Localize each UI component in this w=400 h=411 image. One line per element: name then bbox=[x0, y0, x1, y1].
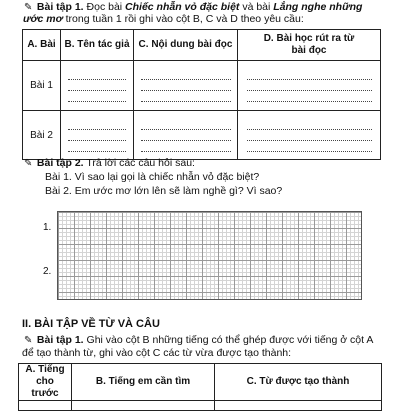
dotted-line bbox=[68, 69, 126, 80]
pencil-icon: ✎ bbox=[24, 335, 33, 346]
ex2-text: Trả lời các câu hỏi sau: bbox=[83, 157, 195, 169]
dotted-line bbox=[247, 80, 372, 91]
ex3-label: Bài tập 1. bbox=[36, 334, 84, 346]
section-title: II. BÀI TẬP VỀ TỪ VÀ CÂU bbox=[22, 318, 160, 330]
ex1-row2-c[interactable] bbox=[134, 111, 238, 160]
ex3-cell-c[interactable] bbox=[215, 401, 382, 411]
ex3-header-a bbox=[19, 364, 72, 401]
ex1-text-c: trong tuần 1 rồi ghi vào cột B, C và D theo yêu cầu: bbox=[62, 13, 304, 25]
ex3-header-a-text: A. Tiếng cho trước bbox=[25, 364, 65, 399]
answer-line-number-2: 2. bbox=[43, 266, 52, 277]
ex3-cell-a[interactable] bbox=[19, 401, 72, 411]
dotted-line bbox=[68, 119, 126, 130]
ex1-instruction-line2 bbox=[23, 13, 304, 25]
dotted-line bbox=[141, 141, 231, 152]
ex2-label: Bài tập 2. bbox=[36, 157, 84, 169]
ex1-header-d-text: D. Bài học rút ra từ bài đọc bbox=[263, 33, 355, 56]
dotted-line bbox=[141, 130, 231, 141]
ex1-row2-label: Bài 2 bbox=[23, 111, 61, 160]
ex3-cell-b[interactable] bbox=[72, 401, 215, 411]
dotted-line bbox=[68, 130, 126, 141]
dotted-line bbox=[141, 69, 231, 80]
ex1-header-d bbox=[238, 30, 381, 61]
ex1-text-b: và bài bbox=[239, 1, 274, 13]
ex1-row1-d[interactable] bbox=[238, 61, 381, 111]
ex1-header-b: B. Tên tác giả bbox=[61, 30, 134, 61]
pencil-icon: ✎ bbox=[24, 158, 33, 169]
answer-line-number-1: 1. bbox=[43, 222, 52, 233]
ex3-table bbox=[18, 363, 382, 411]
ex1-row2-d[interactable] bbox=[238, 111, 381, 160]
ex3-text1: Ghi vào cột B những tiếng có thể ghép được với tiếng ở cột A bbox=[83, 334, 374, 346]
ex3-header-b: B. Tiếng em cần tìm bbox=[72, 364, 215, 401]
ex1-label: Bài tập 1. bbox=[36, 1, 84, 13]
dotted-line bbox=[247, 91, 372, 102]
ex1-story1: Chiếc nhẫn vỏ đặc biệt bbox=[125, 1, 240, 13]
dotted-line bbox=[141, 119, 231, 130]
ex1-header-a: A. Bài bbox=[23, 30, 61, 61]
ex1-header-c: C. Nội dung bài đọc bbox=[134, 30, 238, 61]
dotted-line bbox=[247, 130, 372, 141]
table-row bbox=[23, 61, 381, 111]
table-row bbox=[19, 401, 382, 411]
ex3-instruction-line2: để tạo thành từ, ghi vào cột C các từ vừa được tạo thành: bbox=[22, 347, 292, 359]
ex1-row1-label: Bài 1 bbox=[23, 61, 61, 111]
ex2-question2: Bài 2. Em ước mơ lớn lên sẽ làm nghề gì? Vì sao? bbox=[45, 185, 283, 197]
dotted-line bbox=[141, 80, 231, 91]
ex2-instruction bbox=[24, 157, 195, 170]
table-row bbox=[23, 111, 381, 160]
dotted-line bbox=[247, 141, 372, 152]
dotted-line bbox=[68, 91, 126, 102]
ex3-instruction-line1 bbox=[24, 334, 373, 347]
ex1-text-a: Đọc bài bbox=[83, 1, 126, 13]
ex1-story2a: Lắng nghe những bbox=[273, 1, 363, 13]
ex1-row1-b[interactable] bbox=[61, 61, 134, 111]
dotted-line bbox=[68, 141, 126, 152]
dotted-line bbox=[68, 80, 126, 91]
answer-grid[interactable] bbox=[57, 211, 362, 300]
dotted-line bbox=[141, 91, 231, 102]
dotted-line bbox=[247, 119, 372, 130]
ex3-header-c: C. Từ được tạo thành bbox=[215, 364, 382, 401]
ex1-table-header-row bbox=[23, 30, 381, 61]
ex1-row2-b[interactable] bbox=[61, 111, 134, 160]
ex1-story2b: ước mơ bbox=[23, 13, 63, 25]
pencil-icon: ✎ bbox=[24, 2, 33, 13]
ex1-table bbox=[22, 29, 381, 160]
dotted-line bbox=[247, 69, 372, 80]
ex1-row1-c[interactable] bbox=[134, 61, 238, 111]
ex3-table-header-row bbox=[19, 364, 382, 401]
ex2-question1: Bài 1. Vì sao lại gọi là chiếc nhẫn vỏ đặc biệt? bbox=[45, 171, 260, 183]
